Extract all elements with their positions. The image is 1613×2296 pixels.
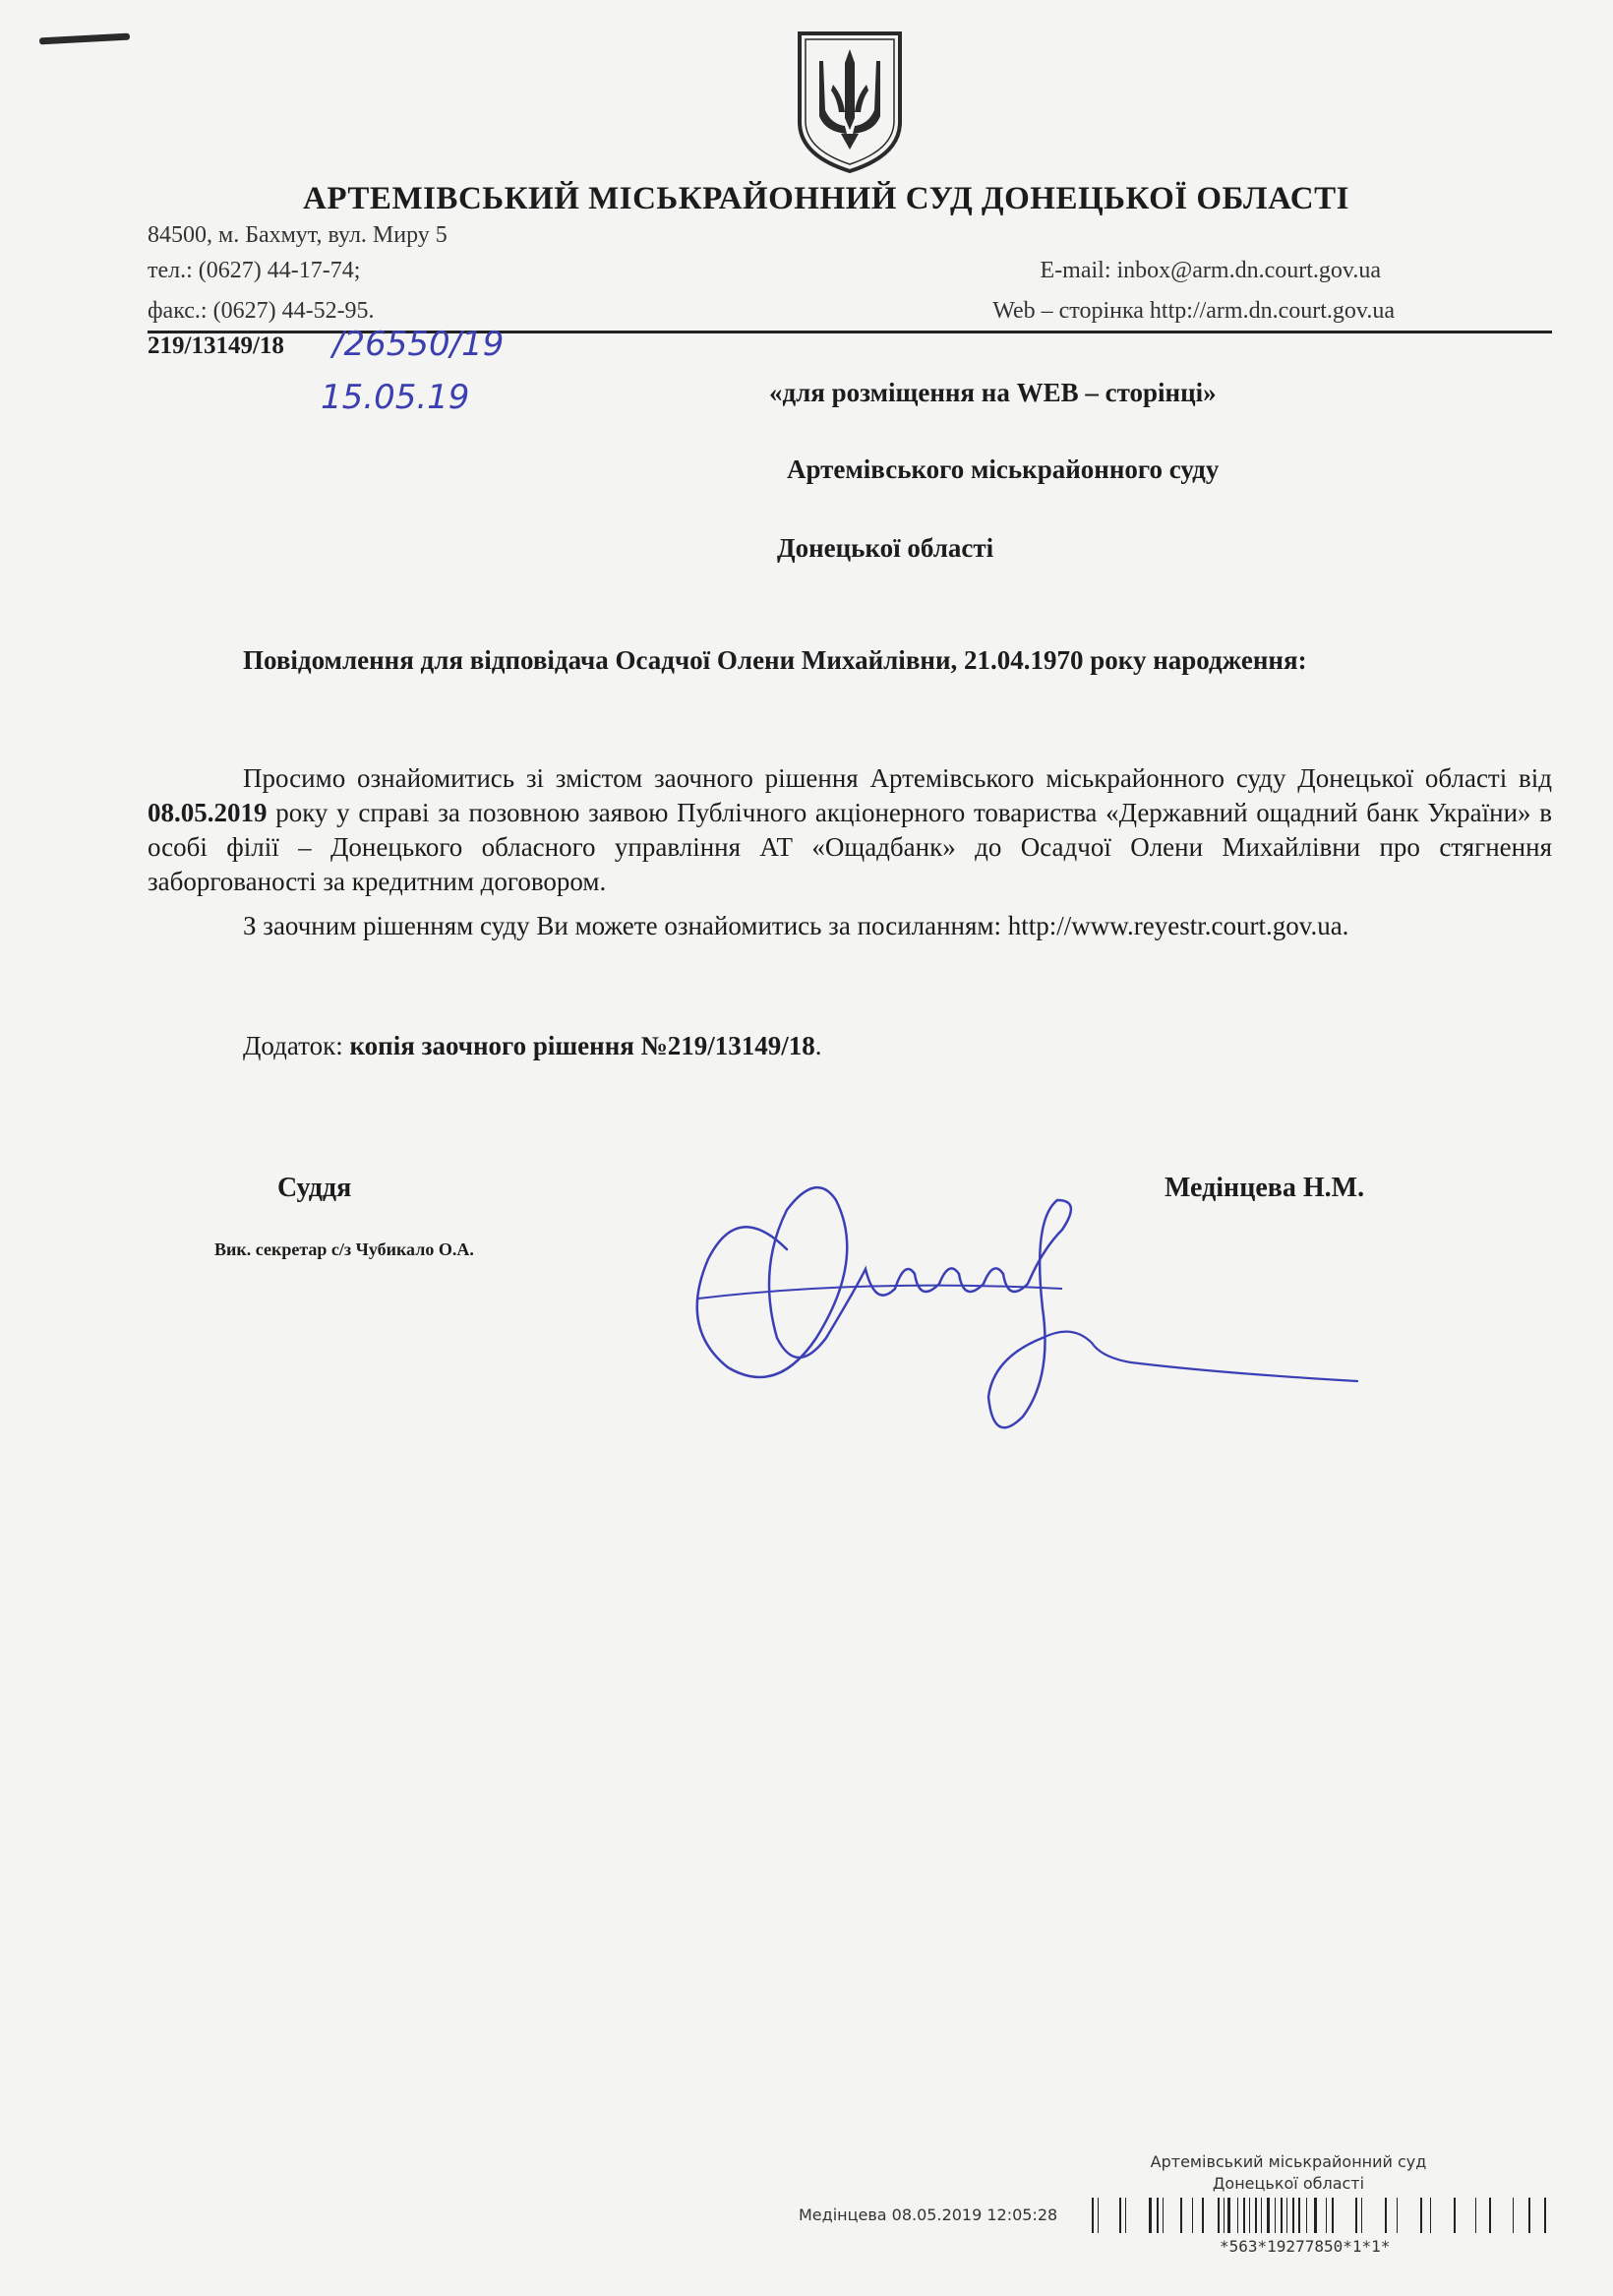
attachment-end: . [814, 1031, 822, 1060]
notice-heading [148, 643, 1552, 678]
court-phone: тел.: (0627) 44-17-74; [148, 258, 361, 283]
case-number: 219/13149/18 [148, 332, 284, 359]
handwritten-registration-number: /26550/19 [332, 325, 505, 364]
court-website: Web – сторінка http://arm.dn.court.gov.ua [992, 298, 1395, 324]
court-title: АРТЕМІВСЬКИЙ МІСЬКРАЙОННИЙ СУД ДОНЕЦЬКОЇ ОБЛАСТІ [303, 181, 1349, 216]
stamp-court-line-1: Артемівський міськрайонний суд [1150, 2152, 1427, 2171]
attachment-line [243, 1031, 822, 1061]
body-paragraph-1 [148, 761, 1552, 899]
secretary-line: Вик. секретар с/з Чубикало О.А. [214, 1239, 474, 1259]
tryzub-emblem-icon [792, 28, 908, 175]
decision-date: 08.05.2019 [148, 798, 268, 827]
notice-text: Повідомлення для відповідача Осадчої Олени Михайлівни, 21.04.1970 року народження: [243, 645, 1307, 675]
judge-label: Суддя [277, 1173, 352, 1203]
judge-signature [669, 1141, 1377, 1436]
court-email: E-mail: inbox@arm.dn.court.gov.ua [1040, 258, 1381, 283]
barcode-code: *563*19277850*1*1* [1220, 2237, 1391, 2256]
p1-before: Просимо ознайомитись зі змістом заочного рішення Артемівського міськрайонного суду Донецької області від [243, 763, 1552, 793]
handwritten-date: 15.05.19 [321, 378, 470, 417]
body-paragraph-2: З заочним рішенням суду Ви можете ознайомитись за посиланням: http://www.reyestr.court.gov.ua. [243, 911, 1349, 940]
placement-line-1: «для розміщення на WEB – сторінці» [769, 378, 1217, 407]
stamp-signed-line: Медінцева 08.05.2019 12:05:28 [799, 2205, 1058, 2224]
placement-line-3: Донецької області [777, 533, 994, 563]
scan-mark [39, 33, 130, 45]
document-barcode [1090, 2198, 1552, 2233]
stamp-court-line-2: Донецької області [1212, 2174, 1365, 2193]
attachment-label: Додаток: [243, 1031, 350, 1060]
judge-name: Медінцева Н.М. [1165, 1173, 1365, 1203]
attachment-text: копія заочного рішення №219/13149/18 [349, 1031, 815, 1060]
p1-after: року у справі за позовною заявою Публічного акціонерного товариства «Державний ощадний банк України» в особі філії – Донецького обласного управління АТ «Ощадбанк» до Осадчої Олени Михайлівни про стягнення заборгованості за кредитним договором. [148, 798, 1552, 896]
court-fax: факс.: (0627) 44-52-95. [148, 298, 375, 324]
placement-line-2: Артемівського міськрайонного суду [787, 454, 1220, 484]
court-address: 84500, м. Бахмут, вул. Миру 5 [148, 222, 448, 248]
